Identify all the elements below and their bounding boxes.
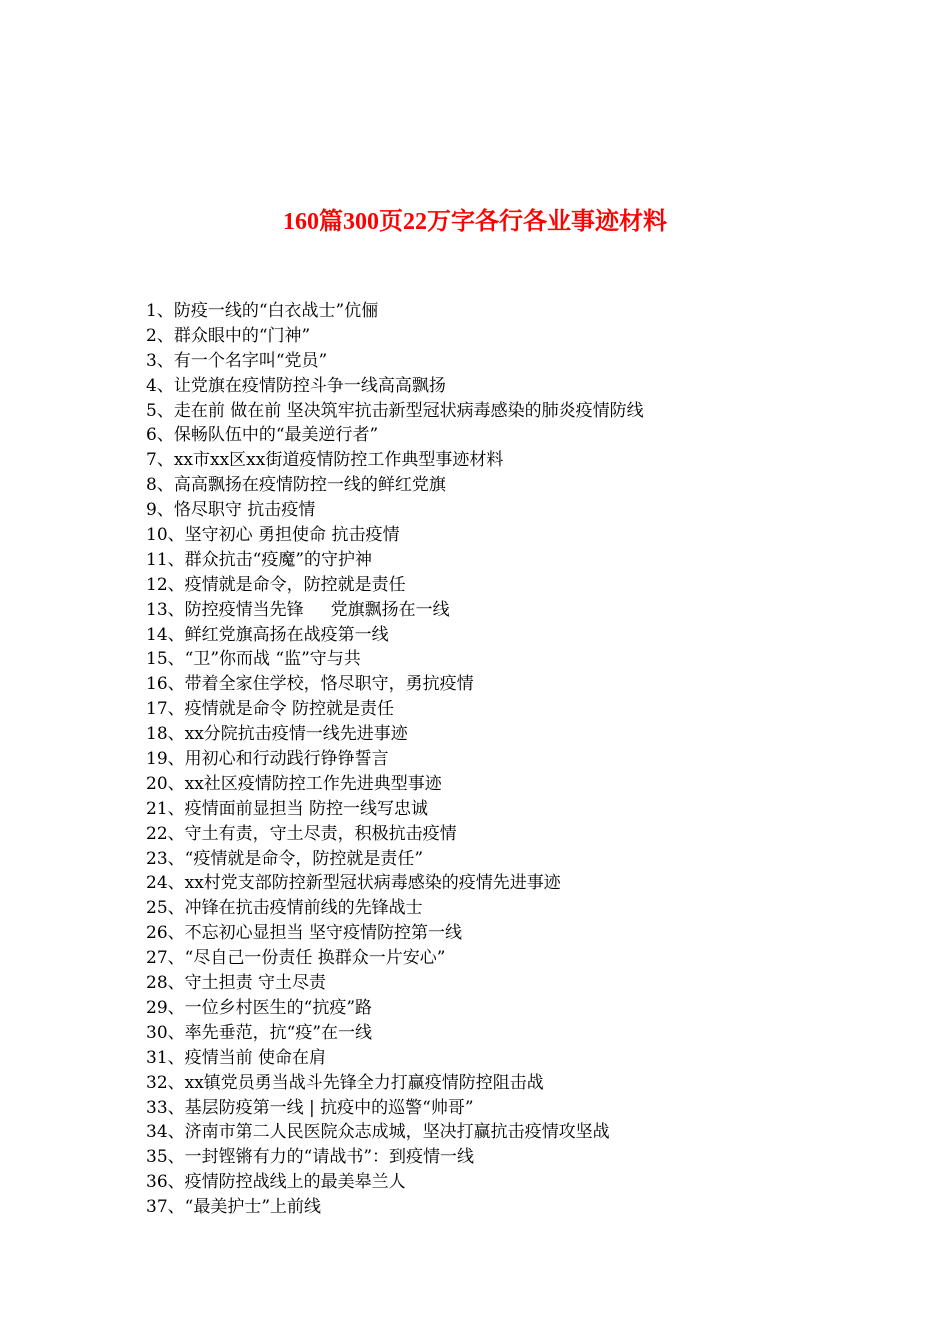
list-item: 11、群众抗击“疫魔”的守护神 bbox=[146, 549, 373, 570]
list-item: 1、防疫一线的“白衣战士”伉俪 bbox=[146, 301, 379, 321]
list-item: 27、“尽自己一份责任 换群众一片安心” bbox=[146, 948, 446, 969]
list-item: 10、坚守初心 勇担使命 抗击疫情 bbox=[146, 525, 400, 546]
list-item: 24、xx村党支部防控新型冠状病毒感染的疫情先进事迹 bbox=[146, 873, 561, 894]
list-item: 7、xx市xx区xx街道疫情防控工作典型事迹材料 bbox=[146, 450, 504, 471]
list-item: 4、让党旗在疫情防控斗争一线高高飘扬 bbox=[146, 375, 446, 396]
table-of-contents bbox=[146, 299, 866, 1220]
list-item: 28、守土担责 守土尽责 bbox=[146, 973, 327, 994]
list-item: 8、高高飘扬在疫情防控一线的鲜红党旗 bbox=[146, 475, 446, 496]
list-item: 22、守土有责，守土尽责，积极抗击疫情 bbox=[146, 823, 457, 844]
list-item: 18、xx分院抗击疫情一线先进事迹 bbox=[146, 724, 408, 745]
list-item: 6、保畅队伍中的“最美逆行者” bbox=[146, 425, 379, 446]
list-item: 33、基层防疫第一线 | 抗疫中的巡警“帅哥” bbox=[146, 1097, 474, 1118]
list-item: 26、不忘初心显担当 坚守疫情防控第一线 bbox=[146, 923, 463, 944]
list-item: 5、走在前 做在前 坚决筑牢抗击新型冠状病毒感染的肺炎疫情防线 bbox=[146, 400, 644, 421]
list-item: 32、xx镇党员勇当战斗先锋全力打赢疫情防控阻击战 bbox=[146, 1072, 544, 1093]
list-item: 20、xx社区疫情防控工作先进典型事迹 bbox=[146, 773, 442, 794]
list-item: 2、群众眼中的“门神” bbox=[146, 325, 311, 346]
list-item: 17、疫情就是命令 防控就是责任 bbox=[146, 699, 395, 720]
list-item: 9、恪尽职守 抗击疫情 bbox=[146, 500, 316, 521]
document-title: 160篇300页22万字各行各业事迹材料 bbox=[283, 209, 667, 235]
list-item: 21、疫情面前显担当 防控一线写忠诚 bbox=[146, 798, 429, 819]
list-item: 16、带着全家住学校，恪尽职守，勇抗疫情 bbox=[146, 674, 474, 695]
list-item: 19、用初心和行动践行铮铮誓言 bbox=[146, 749, 389, 770]
list-item: 36、疫情防控战线上的最美皋兰人 bbox=[146, 1172, 406, 1193]
list-item: 30、率先垂范，抗“疫”在一线 bbox=[146, 1022, 373, 1043]
list-item: 13、防控疫情当先锋 党旗飘扬在一线 bbox=[146, 599, 450, 620]
list-item: 37、“最美护士”上前线 bbox=[146, 1197, 322, 1218]
list-item: 3、有一个名字叫“党员” bbox=[146, 350, 328, 371]
list-item: 23、“疫情就是命令，防控就是责任” bbox=[146, 848, 424, 869]
list-item: 25、冲锋在抗击疫情前线的先锋战士 bbox=[146, 898, 423, 919]
list-item: 34、济南市第二人民医院众志成城，坚决打赢抗击疫情攻坚战 bbox=[146, 1122, 610, 1143]
list-item: 35、一封铿锵有力的“请战书”：到疫情一线 bbox=[146, 1147, 475, 1168]
list-item: 31、疫情当前 使命在肩 bbox=[146, 1047, 327, 1068]
list-item: 12、疫情就是命令，防控就是责任 bbox=[146, 574, 406, 595]
list-item: 29、一位乡村医生的“抗疫”路 bbox=[146, 997, 373, 1018]
list-item: 14、鲜红党旗高扬在战疫第一线 bbox=[146, 624, 389, 645]
list-item: 15、“卫”你而战 “监”守与共 bbox=[146, 649, 361, 670]
